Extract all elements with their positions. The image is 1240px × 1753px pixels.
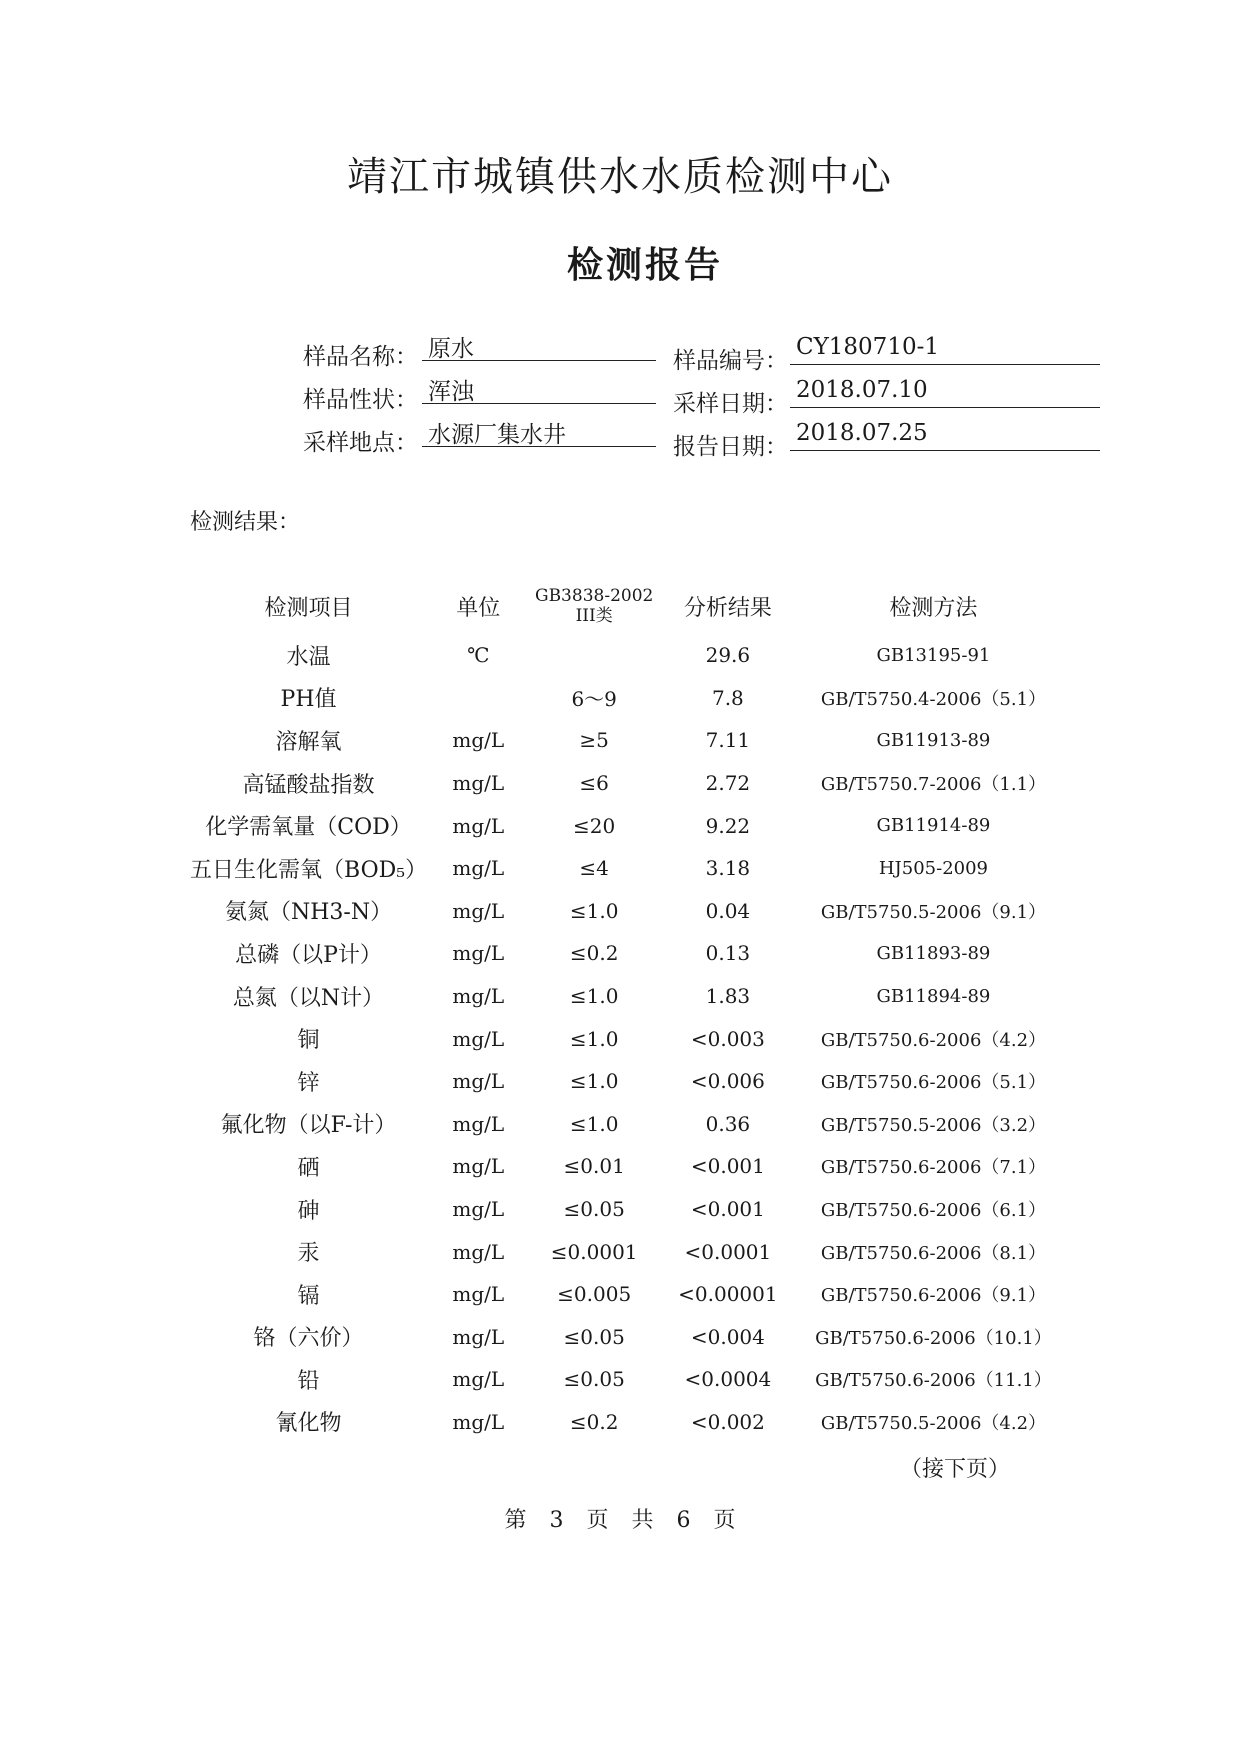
cell-item: 氰化物 [275,1411,342,1437]
cell-item: 铬（六价） [253,1326,364,1352]
page-footer [0,1503,1240,1534]
cell-result: 7.11 [705,728,751,753]
cell-result: 29.6 [705,643,751,668]
cell-standard: ≤6 [579,771,609,796]
org-title: 靖江市城镇供水水质检测中心 [347,154,893,200]
footer-middle: 页 [586,1508,609,1533]
cell-unit: mg/L [452,1409,505,1434]
table-row [190,762,1070,805]
cell-result: <0.0001 [684,1239,772,1264]
table-row [190,1230,1070,1273]
cell-unit: mg/L [452,1239,505,1264]
cell-item: 总氮（以N计） [232,985,385,1011]
cell-item: 氨氮（NH3-N） [224,900,393,926]
cell-standard: ≤1.0 [569,1026,619,1051]
cell-standard: ≥5 [579,728,609,753]
cell-standard: ≤0.0001 [550,1239,638,1264]
cell-standard: ≤0.05 [563,1197,625,1222]
report-date-field [660,420,928,461]
footer-total-pages: 6 [676,1508,691,1533]
footer-total-prefix: 共 [631,1508,654,1533]
cell-unit: mg/L [452,941,505,966]
cell-unit: mg/L [452,1154,505,1179]
cell-unit: mg/L [452,1197,505,1222]
sample-property-value: 浑浊 [422,373,656,404]
cell-unit: mg/L [452,728,505,753]
sampling-date-label: 采样日期： [673,391,788,417]
table-row [190,1145,1070,1188]
results-body [190,634,1070,1443]
cell-item: 铜 [297,1028,320,1054]
header-result: 分析结果 [683,595,772,621]
sample-number-label: 样品编号： [673,348,788,374]
cell-result: 3.18 [705,856,751,881]
cell-item: 锌 [297,1070,320,1096]
cell-unit: mg/L [452,1026,505,1051]
sample-number-value: CY180710-1 [790,334,1100,365]
cell-item: 高锰酸盐指数 [242,772,375,798]
cell-unit: mg/L [452,1324,505,1349]
cell-standard: ≤1.0 [569,1069,619,1094]
cell-unit: mg/L [452,1069,505,1094]
table-row [190,1401,1070,1444]
sample-property-label: 样品性状： [303,387,418,413]
cell-standard: ≤0.2 [569,941,619,966]
cell-method: GB/T5750.6-2006（9.1） [820,1285,1047,1307]
cell-method: GB/T5750.5-2006（9.1） [820,901,1047,923]
cell-method: GB13195-91 [876,644,991,666]
cell-result: 7.8 [711,685,744,710]
cell-result: <0.002 [690,1409,765,1434]
cell-method: GB11913-89 [876,729,991,751]
cell-result: 0.04 [705,898,751,923]
cell-standard: ≤1.0 [569,898,619,923]
header-standard-line2: III类 [575,606,613,626]
header-standard-line1: GB3838-2002 [534,586,654,606]
cell-result: 9.22 [705,813,751,838]
cell-result: <0.003 [690,1026,765,1051]
cell-method: GB11894-89 [876,985,991,1007]
cell-unit: mg/L [452,984,505,1009]
sample-number-field [660,334,939,375]
table-row [190,1316,1070,1359]
cell-item: PH值 [280,687,337,713]
report-date-value: 2018.07.25 [790,420,1100,451]
table-row [190,634,1070,677]
cell-result: <0.004 [690,1324,765,1349]
results-label: 检测结果： [190,510,301,535]
sampling-location-value: 水源厂集水井 [422,416,656,447]
cell-standard: ≤1.0 [569,1111,619,1136]
cell-result: 0.36 [705,1111,751,1136]
cell-result: <0.001 [690,1154,765,1179]
cell-result: <0.0004 [684,1367,772,1392]
cell-unit: ℃ [467,643,490,668]
sample-property-field [290,379,474,414]
cell-item: 硒 [297,1155,320,1181]
cell-method: GB/T5750.6-2006（8.1） [820,1242,1047,1264]
cell-unit: mg/L [452,771,505,796]
header-unit: 单位 [456,595,501,621]
cell-item: 砷 [297,1198,320,1224]
sampling-location-field [290,422,566,457]
cell-method: GB/T5750.6-2006（11.1） [815,1370,1052,1392]
cell-method: GB/T5750.6-2006（6.1） [820,1200,1047,1222]
sample-name-label: 样品名称： [303,344,418,370]
sampling-date-value: 2018.07.10 [790,377,1100,408]
table-row [190,1358,1070,1401]
cell-item: 化学需氧量（COD） [205,815,412,841]
cell-method: GB/T5750.6-2006（10.1） [815,1327,1052,1349]
cell-unit: mg/L [452,1111,505,1136]
footer-prefix: 第 [504,1508,527,1533]
table-row [190,1273,1070,1316]
cell-unit: mg/L [452,1282,505,1307]
sample-name-field [290,336,474,371]
cell-result: <0.00001 [678,1282,778,1307]
cell-item: 总磷（以P计） [235,942,382,968]
cell-standard: ≤1.0 [569,984,619,1009]
continued-note: （接下页） [900,1457,1011,1482]
cell-item: 氟化物（以F-计） [220,1113,397,1139]
header-standard [529,578,658,634]
footer-current-page: 3 [549,1508,564,1533]
footer-suffix: 页 [713,1508,736,1533]
table-row [190,1017,1070,1060]
report-date-label: 报告日期： [673,434,788,460]
cell-item: 汞 [297,1241,320,1267]
cell-unit: mg/L [452,898,505,923]
cell-standard: ≤0.05 [563,1367,625,1392]
cell-standard: ≤0.005 [557,1282,632,1307]
cell-result: <0.001 [690,1197,765,1222]
cell-item: 水温 [286,644,331,670]
cell-standard: ≤4 [579,856,609,881]
cell-result: 0.13 [705,941,751,966]
cell-unit: mg/L [452,813,505,838]
cell-unit: mg/L [452,856,505,881]
table-header-row [190,578,1070,634]
table-row [190,1060,1070,1103]
cell-item: 铅 [297,1368,320,1394]
cell-item: 五日生化需氧（BOD₅） [190,857,428,883]
cell-standard: 6～9 [571,687,617,712]
header-method: 检测方法 [889,595,978,621]
cell-result: 1.83 [705,984,751,1009]
table-row [190,932,1070,975]
cell-method: GB/T5750.6-2006（4.2） [820,1029,1047,1051]
sampling-date-field [660,377,928,418]
cell-method: HJ505-2009 [878,857,989,879]
cell-method: GB/T5750.6-2006（5.1） [820,1072,1047,1094]
doc-title: 检测报告 [566,244,723,286]
cell-method: GB11914-89 [876,815,991,837]
cell-method: GB11893-89 [876,942,991,964]
cell-method: GB/T5750.5-2006（3.2） [820,1114,1047,1136]
cell-method: GB/T5750.4-2006（5.1） [820,688,1047,710]
cell-method: GB/T5750.5-2006（4.2） [820,1412,1047,1434]
table-row [190,1188,1070,1231]
table-row [190,677,1070,720]
table-row [190,804,1070,847]
table-row [190,1103,1070,1146]
table-row [190,890,1070,933]
sample-name-value: 原水 [422,330,656,361]
header-item: 检测项目 [264,595,353,621]
cell-standard: ≤0.01 [563,1154,625,1179]
table-row [190,847,1070,890]
cell-result: <0.006 [690,1069,765,1094]
cell-standard: ≤0.05 [563,1324,625,1349]
cell-method: GB/T5750.7-2006（1.1） [820,774,1047,796]
cell-standard: ≤20 [573,813,616,838]
cell-unit [427,677,529,720]
cell-standard [529,634,658,677]
table-row [190,719,1070,762]
cell-standard: ≤0.2 [569,1409,619,1434]
sampling-location-label: 采样地点： [303,430,418,456]
cell-item: 镉 [297,1283,320,1309]
results-table [190,578,1070,1443]
cell-unit: mg/L [452,1367,505,1392]
cell-method: GB/T5750.6-2006（7.1） [820,1157,1047,1179]
cell-item: 溶解氧 [275,729,342,755]
table-row [190,975,1070,1018]
cell-result: 2.72 [705,771,751,796]
